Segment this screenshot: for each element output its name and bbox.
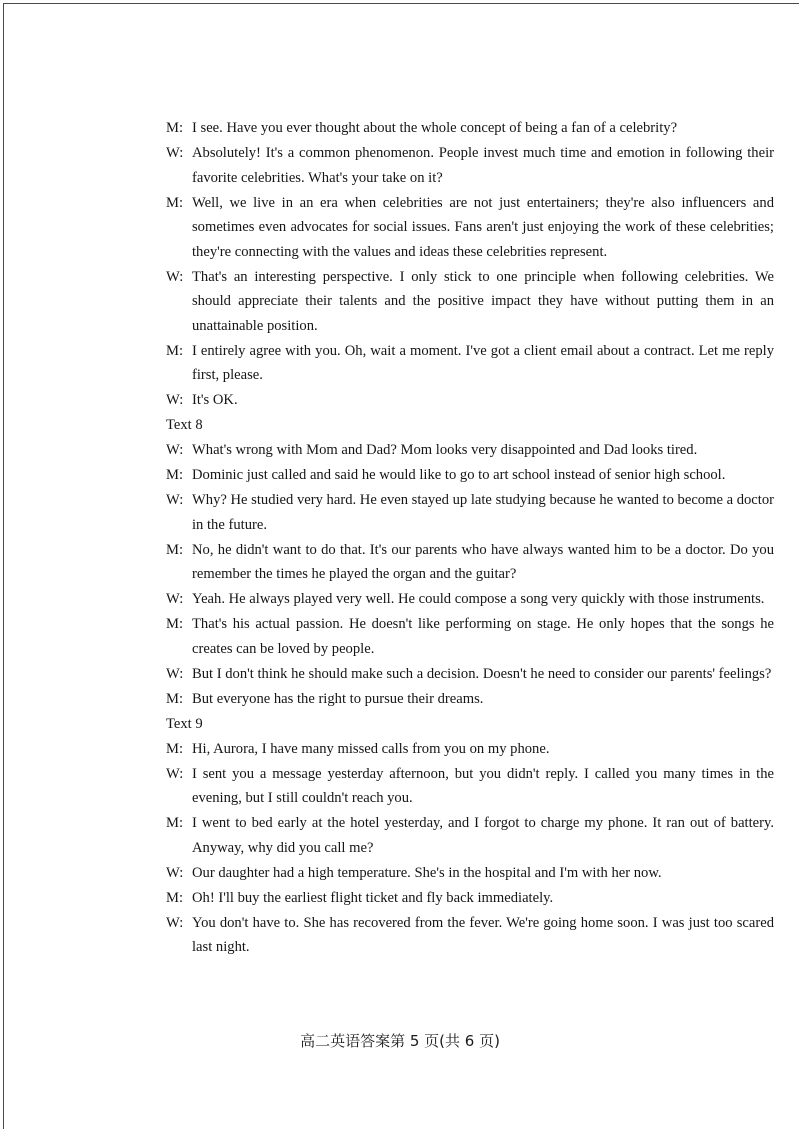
speaker-label: M: <box>166 740 184 757</box>
speaker-label: W: <box>166 914 184 931</box>
section-heading: Text 9 <box>166 715 203 732</box>
speech-text: No, he didn't want to do that. It's our parents who have always wanted him to be a doctor. Do you remember the times he played the organ and the guitar? <box>192 541 774 582</box>
page-footer: 高二英语答案第 5 页(共 6 页) <box>300 1032 500 1050</box>
transcript <box>166 116 774 960</box>
dialogue-line <box>166 538 774 587</box>
speaker-label: M: <box>166 690 184 707</box>
speaker-label: W: <box>166 392 184 408</box>
dialogue-line <box>166 762 774 811</box>
dialogue-line <box>166 662 774 687</box>
speaker-label: M: <box>166 194 184 211</box>
speech-text: I see. Have you ever thought about the whole concept of being a fan of a celebrity? <box>192 120 678 136</box>
speaker-label: W: <box>166 268 184 285</box>
speech-text: I went to bed early at the hotel yesterday, and I forgot to charge my phone. It ran out of battery. Anyway, why did you call me? <box>192 815 774 856</box>
section-heading: Text 8 <box>166 417 203 433</box>
speaker-label: W: <box>166 492 184 508</box>
dialogue-line <box>166 141 774 190</box>
dialogue-line <box>166 438 774 463</box>
speech-text: Yeah. He always played very well. He could compose a song very quickly with those instruments. <box>192 591 765 607</box>
dialogue-line <box>166 886 774 911</box>
speech-text: It's OK. <box>192 392 238 408</box>
speech-text: Dominic just called and said he would like to go to art school instead of senior high school. <box>192 467 726 483</box>
speech-text: Well, we live in an era when celebrities are not just entertainers; they're also influencers and sometimes even advocates for social issues. Fans aren't just enjoying the work of these celebrities; they're connecting with the values and ideas these celebrities represent. <box>192 194 774 260</box>
dialogue-line <box>166 587 774 612</box>
speaker-label: M: <box>166 342 184 359</box>
speech-text: Oh! I'll buy the earliest flight ticket and fly back immediately. <box>192 889 554 906</box>
speaker-label: M: <box>166 815 184 831</box>
speaker-label: M: <box>166 541 184 558</box>
dialogue-line <box>166 265 774 339</box>
speaker-label: W: <box>166 145 184 161</box>
speech-text: Our daughter had a high temperature. She's in the hospital and I'm with her now. <box>192 864 662 881</box>
dialogue-line <box>166 811 774 860</box>
speech-text: That's an interesting perspective. I only stick to one principle when following celebrities. We should appreciate their talents and the positive impact they have without putting them in an unattainable position. <box>192 268 774 334</box>
speech-text: Hi, Aurora, I have many missed calls from you on my phone. <box>192 740 550 757</box>
speaker-label: W: <box>166 591 184 607</box>
dialogue-line <box>166 687 774 712</box>
dialogue-line <box>166 388 774 413</box>
speech-text: I entirely agree with you. Oh, wait a moment. I've got a client email about a contract. Let me reply first, please. <box>192 342 774 383</box>
speaker-label: W: <box>166 765 184 782</box>
speaker-label: W: <box>166 442 184 458</box>
dialogue-line <box>166 116 774 141</box>
speech-text: Why? He studied very hard. He even stayed up late studying because he wanted to become a doctor in the future. <box>192 492 774 533</box>
dialogue-line <box>166 612 774 661</box>
speaker-label: M: <box>166 889 184 906</box>
speech-text: But I don't think he should make such a decision. Doesn't he need to consider our parents' feelings? <box>192 665 772 682</box>
speaker-label: M: <box>166 616 184 632</box>
speech-text: What's wrong with Mom and Dad? Mom looks very disappointed and Dad looks tired. <box>192 442 698 458</box>
speech-text: That's his actual passion. He doesn't like performing on stage. He only hopes that the songs he creates can be loved by people. <box>192 616 774 657</box>
dialogue-line <box>166 339 774 388</box>
dialogue-line <box>166 488 774 537</box>
speaker-label: M: <box>166 120 184 136</box>
dialogue-line <box>166 191 774 265</box>
dialogue-line <box>166 861 774 886</box>
speech-text: Absolutely! It's a common phenomenon. People invest much time and emotion in following their favorite celebrities. What's your take on it? <box>192 145 774 186</box>
speech-text: But everyone has the right to pursue their dreams. <box>192 690 484 707</box>
speaker-label: W: <box>166 665 184 682</box>
speaker-label: M: <box>166 467 184 483</box>
dialogue-line <box>166 737 774 762</box>
dialogue-line <box>166 911 774 960</box>
speech-text: I sent you a message yesterday afternoon, but you didn't reply. I called you many times in the evening, but I still couldn't reach you. <box>192 765 774 806</box>
dialogue-line <box>166 463 774 488</box>
speaker-label: W: <box>166 864 184 881</box>
speech-text: You don't have to. She has recovered from the fever. We're going home soon. I was just too scared last night. <box>192 914 774 955</box>
